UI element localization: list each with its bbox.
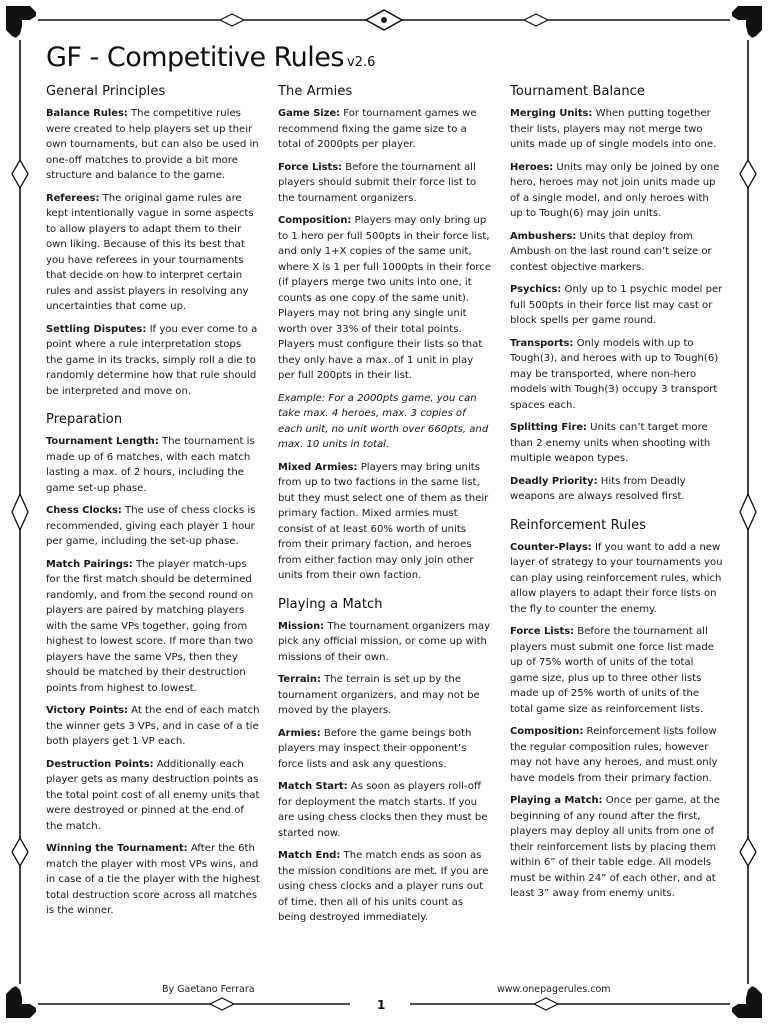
rule-text: Units can’t target more than 2 enemy units when shooting with multiple weapon types. (510, 422, 711, 464)
rule-destruction-points (46, 757, 260, 835)
rule-label: Match Start: (278, 781, 348, 792)
rule-counter-plays (510, 540, 724, 618)
rule-label: Balance Rules: (46, 108, 128, 119)
rule-text: Additionally each player gets as many destruction points as the total point cost of all enemy units that were destroyed or pinned at the end of the match. (46, 758, 260, 832)
page-title: GF - Competitive Rules (46, 42, 344, 73)
rule-text: Units that deploy from Ambush on the last round can’t seize or contest objective markers. (510, 230, 712, 273)
rule-label: Terrain: (278, 674, 321, 685)
rule-text: The match ends as soon as the mission conditions are met. If you are using chess clocks and a player runs out of time, then all of his units count as being destroyed immediately. (278, 850, 489, 923)
heading-reinforcement-rules: Reinforcement Rules (510, 517, 647, 533)
rule-label: Ambushers: (510, 230, 577, 242)
rule-text: Reinforcement lists follow the regular composition rules, however may not have any heroes, and must only have models from their primary faction. (510, 726, 718, 784)
rule-reinforcement-playing-match (510, 793, 724, 902)
rule-label: Winning the Tournament: (46, 843, 188, 854)
heading-playing-a-match: Playing a Match (278, 596, 383, 612)
rule-label: Transports: (510, 337, 574, 349)
rule-text: The terrain is set up by the tournament organizers, and may not be moved by the players. (278, 674, 480, 716)
heading-tournament-balance: Tournament Balance (510, 84, 646, 99)
heading-general-principles: General Principles (46, 84, 166, 99)
rule-label: Referees: (46, 192, 100, 204)
rule-tournament-length (46, 434, 260, 496)
rule-mission (278, 619, 492, 666)
rule-text: Players may only bring up to 1 hero per full 500pts in their force list, and only 1+X copies of the same unit, where X is 1 per full 1000pts in their force (if players merge two units into one, it counts as one copy of the same unit). Players may not bring any single unit worth over 33% of their total points. Players must configure their lists so that they only have a max. of 1 unit in play per full 200pts in their list. (278, 215, 492, 381)
rule-composition (278, 213, 492, 384)
rule-text: As soon as players roll-off for deployment the match starts. If you are using chess clocks then they must be started now. (278, 781, 488, 839)
rule-splitting-fire (510, 420, 724, 467)
rule-victory-points (46, 703, 260, 750)
rule-match-pairings (46, 557, 260, 697)
rule-deadly-priority (510, 474, 724, 505)
rule-label: Composition: (278, 215, 352, 226)
rule-match-start (278, 779, 492, 841)
footer-website-link[interactable]: www.onepagerules.com (497, 984, 611, 995)
rule-psychics (510, 282, 724, 329)
column-left (46, 84, 260, 926)
rule-winning-tournament (46, 841, 260, 919)
rule-label: Composition: (510, 726, 584, 737)
column-right (510, 84, 724, 909)
rule-label: Counter-Plays: (510, 541, 592, 553)
rule-settling-disputes (46, 322, 260, 400)
rule-force-lists (278, 160, 492, 207)
column-middle (278, 84, 492, 933)
rule-text: The original game rules are kept intentionally vague in some aspects to allow players to adapt them to their own liking. Because of this its best that you have referees in your tournaments that decide on how to interpret certain rules and assist players in resolving any uncertainties that come up. (46, 192, 254, 312)
rule-text: The competitive rules were created to help players set up their own tournaments, but can also be used in one-off matches to provide a bit more structure and balance to the game. (46, 108, 259, 181)
rule-label: Splitting Fire: (510, 422, 587, 433)
rule-label: Force Lists: (510, 626, 575, 637)
rule-text: The use of chess clocks is recommended, giving each player 1 hour per game, including the set-up phase. (46, 505, 256, 547)
rule-reinforcement-composition (510, 724, 724, 786)
rule-label: Match End: (278, 850, 341, 861)
rule-text: Once per game, at the beginning of any round after the first, players may deploy all units from one of their reinforcement lists by placing them within 6” of their table edge. All models must be within 24” of each other, and at least 3” away from enemy units. (510, 795, 720, 899)
rule-label: Heroes: (510, 161, 554, 173)
rule-text: For tournament games we recommend fixing the game size to a total of 2000pts per player. (278, 108, 477, 150)
rule-armies (278, 726, 492, 773)
rule-label: Armies: (278, 727, 321, 739)
rule-text: At the end of each match the winner gets 3 VPs, and in case of a tie both players get 1 VP each. (46, 705, 260, 747)
heading-preparation: Preparation (46, 412, 123, 427)
rule-text: When putting together their lists, players may not merge two units made up of single models into one. (510, 108, 717, 150)
rule-terrain (278, 672, 492, 719)
rule-transports (510, 336, 724, 414)
page-header (46, 42, 375, 73)
rule-match-end (278, 848, 492, 926)
rule-label: Tournament Length: (46, 436, 159, 447)
heading-the-armies: The Armies (278, 84, 353, 99)
rule-label: Destruction Points: (46, 758, 154, 770)
rule-text: If you ever come to a point where a rule interpretation stops the game in its tracks, simply roll a die to randomly determine how that rule should be interpreted and move on. (46, 323, 258, 397)
rule-label: Chess Clocks: (46, 505, 122, 516)
rule-text: The tournament organizers may pick any official mission, or come up with missions of their own. (278, 620, 491, 663)
rule-text: Before the tournament all players should submit their force list to the tournament organizers. (278, 161, 477, 204)
rule-text: The player match-ups for the first match should be determined randomly, and from the second round on players are paired by matching players with the same VPs together, going from highest to lowest score. If more than two players have the same VPs, then they should be matched by their destruction points from highest to lowest. (46, 558, 254, 694)
rule-mixed-armies (278, 460, 492, 584)
rule-balance-rules (46, 106, 260, 184)
rule-text: Players may bring units from up to two factions in the same list, but they must select one of them as their primary faction. Mixed armies must consist of at least 60% worth of units from their primary faction, and heroes from either faction may only join other units from their own faction. (278, 461, 489, 581)
page-number: 1 (377, 998, 386, 1012)
rule-game-size (278, 106, 492, 153)
composition-example: Example: For a 2000pts game, you can take max. 4 heroes, max. 3 copies of each unit, no unit worth over 660pts, and max. 10 units in total. (278, 392, 489, 450)
rule-label: Force Lists: (278, 161, 343, 173)
rule-reinforcement-force-lists (510, 624, 724, 717)
rule-text: Units may only be joined by one hero, heroes may not join units made up of a single model, and only heroes with up to Tough(6) may join units. (510, 161, 720, 219)
rule-label: Playing a Match: (510, 795, 603, 806)
rule-label: Psychics: (510, 284, 562, 295)
rule-text: After the 6th match the player with most VPs wins, and in case of a tie the player with the highest total destruction score across all matches is the winner. (46, 843, 260, 916)
rule-label: Settling Disputes: (46, 323, 147, 335)
footer-author: By Gaetano Ferrara (162, 984, 255, 995)
rule-text: Only up to 1 psychic model per full 500pts in their force list may cast or block spells per game round. (510, 284, 723, 326)
rule-label: Deadly Priority: (510, 475, 598, 487)
rule-label: Game Size: (278, 108, 341, 119)
rule-chess-clocks (46, 503, 260, 550)
rule-merging-units (510, 106, 724, 153)
rule-ambushers (510, 229, 724, 276)
rule-text: Before the game beings both players may inspect their opponent’s force lists and ask any questions. (278, 727, 472, 770)
rule-text: Only models with up to Tough(3), and heroes with up to Tough(6) may be transported, where non-hero models with Tough(3) occupy 3 transport spaces each. (510, 337, 719, 411)
rule-label: Merging Units: (510, 108, 593, 119)
rule-label: Mixed Armies: (278, 461, 358, 473)
rule-text: The tournament is made up of 6 matches, with each match lasting a max. of 2 hours, including the game set-up phase. (46, 436, 255, 494)
rule-text: Hits from Deadly weapons are always resolved first. (510, 475, 686, 502)
rule-text: If you want to add a new layer of strategy to your tournaments you can play using reinforcement rules, which allow players to adapt their force lists on the fly to counter the enemy. (510, 541, 723, 615)
rule-heroes (510, 160, 724, 222)
rule-label: Victory Points: (46, 705, 128, 716)
version-label: v2.6 (346, 55, 376, 70)
rule-label: Match Pairings: (46, 558, 133, 570)
rule-text: Before the tournament all players must submit one force list made up of 75% worth of units of the total game size, plus up to three other lists made up of 25% worth of units of the total game size as reinforcement lists. (510, 626, 715, 715)
rule-referees (46, 191, 260, 315)
rule-label: Mission: (278, 620, 325, 632)
